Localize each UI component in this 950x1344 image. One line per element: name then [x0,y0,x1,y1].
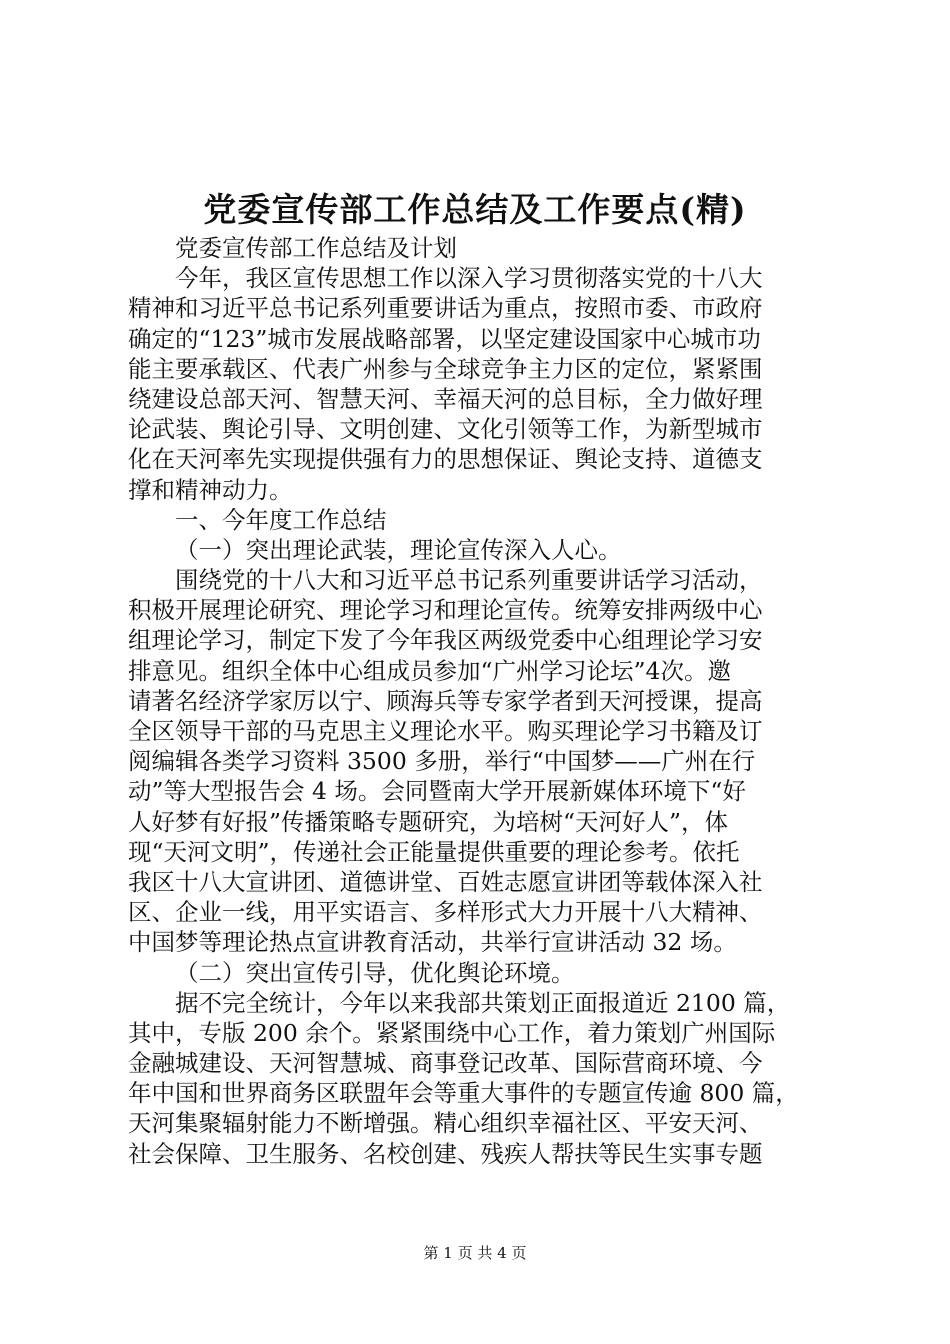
paragraph-line: 区、企业一线，用平实语言、多样形式大力开展十八大精神、 [128,898,763,927]
paragraph-line: 全区领导干部的马克思主义理论水平。购买理论学习书籍及订 [128,717,763,745]
paragraph-line: 党委宣传部工作总结及计划 [175,234,457,262]
paragraph-line: 金融城建设、天河智慧城、商事登记改革、国际营商环境、今 [128,1049,763,1078]
document-body [128,233,828,1169]
paragraph-line: 今年，我区宣传思想工作以深入学习贯彻落实党的十八大 [175,264,763,293]
paragraph-line: 排意见。组织全体中心组成员参加“广州学习论坛”4次。邀 [128,656,731,685]
paragraph-line: 动”等大型报告会 4 场。会同暨南大学开展新媒体环境下“好 [128,777,746,806]
paragraph-line: 撑和精神动力。 [128,475,293,504]
paragraph-line: 阅编辑各类学习资料 3500 多册，举行“中国梦——广州在行 [128,747,756,776]
paragraph-line: 天河集聚辐射能力不断增强。精心组织幸福社区、平安天河、 [128,1109,763,1138]
paragraph-line: 论武装、舆论引导、文明创建、文化引领等工作，为新型城市 [128,415,763,444]
paragraph-line: 其中，专版 200 余个。紧紧围绕中心工作，着力策划广州国际 [128,1018,776,1047]
paragraph-line: 社会保障、卫生服务、名校创建、残疾人帮扶等民生实事专题 [128,1139,763,1168]
page-footer: 第 1 页 共 4 页 [423,1244,527,1262]
paragraph-line: 能主要承载区、代表广州参与全球竞争主力区的定位，紧紧围 [128,354,763,383]
paragraph-line: 组理论学习，制定下发了今年我区两级党委中心组理论学习安 [128,626,763,655]
paragraph-line: 确定的“123”城市发展战略部署，以坚定建设国家中心城市功 [128,324,761,353]
paragraph-line: 请著名经济学家厉以宁、顾海兵等专家学者到天河授课，提高 [128,686,763,715]
paragraph-line: 精神和习近平总书记系列重要讲话为重点，按照市委、市政府 [128,294,763,323]
paragraph-line: 化在天河率先实现提供强有力的思想保证、舆论支持、道德支 [128,445,763,474]
paragraph-line: 据不完全统计，今年以来我部共策划正面报道近 2100 篇， [175,988,791,1017]
paragraph-line: 我区十八大宣讲团、道德讲堂、百姓志愿宣讲团等载体深入社 [128,867,763,896]
paragraph-line: （一）突出理论武装，理论宣传深入人心。 [175,535,622,564]
paragraph-line: 积极开展理论研究、理论学习和理论宣传。统筹安排两级中心 [128,596,763,625]
document-title: 党委宣传部工作总结及工作要点(精) [203,190,747,229]
paragraph-line: 现“天河文明”，传递社会正能量提供重要的理论参考。依托 [128,837,740,866]
paragraph-line: 围绕党的十八大和习近平总书记系列重要讲话学习活动， [175,566,763,595]
paragraph-line: 绕建设总部天河、智慧天河、幸福天河的总目标，全力做好理 [128,384,763,413]
paragraph-line: 一、今年度工作总结 [175,505,387,534]
paragraph-line: 中国梦等理论热点宣讲教育活动，共举行宣讲活动 32 场。 [128,928,737,957]
paragraph-line: （二）突出宣传引导，优化舆论环境。 [175,958,575,987]
paragraph-line: 人好梦有好报”传播策略专题研究，为培树“天河好人”，体 [128,807,729,836]
paragraph-line: 年中国和世界商务区联盟年会等重大事件的专题宣传逾 800 篇， [128,1079,799,1108]
